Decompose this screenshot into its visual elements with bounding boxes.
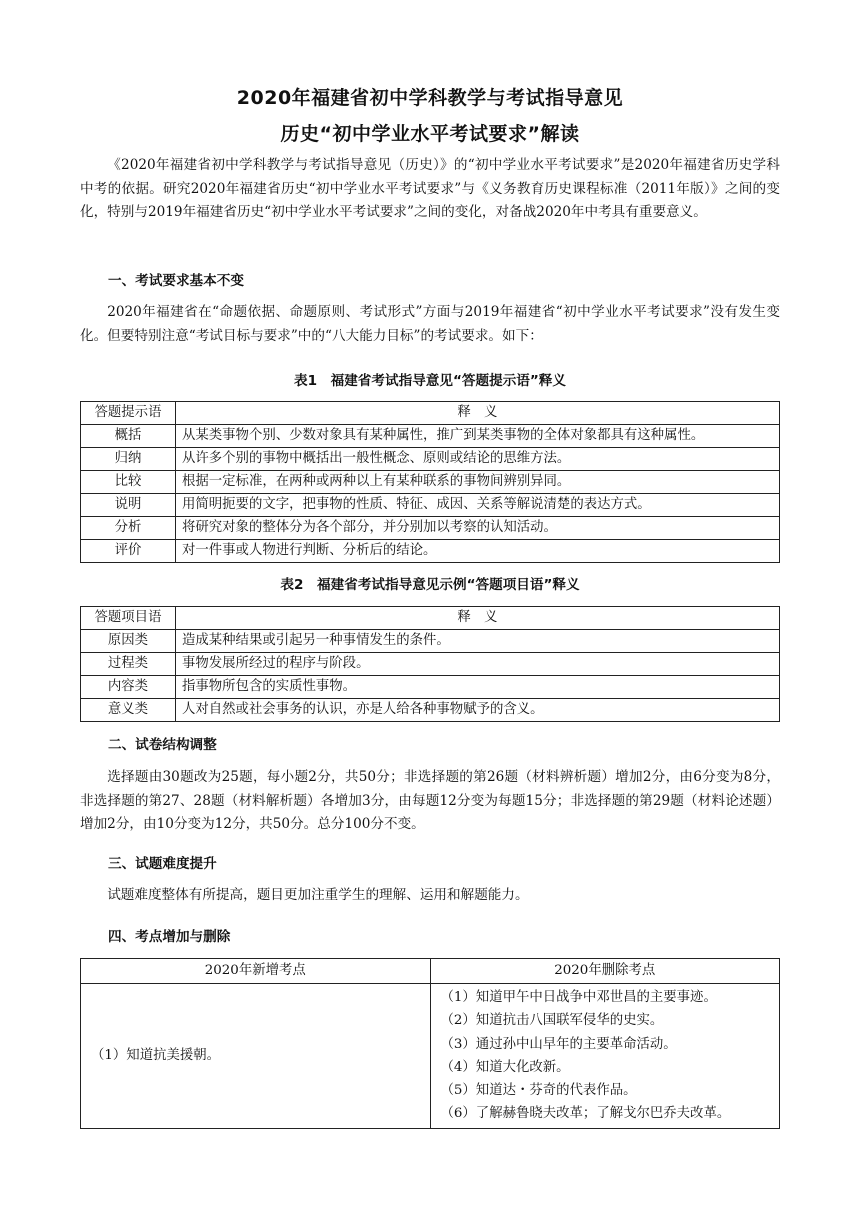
table-cell-definition: 事物发展所经过的程序与阶段。	[176, 653, 780, 676]
table-row	[81, 494, 780, 517]
document-title: 2020年福建省初中学科教学与考试指导意见	[236, 87, 624, 109]
table-row	[81, 540, 780, 563]
table-cell-definition: 人对自然或社会事务的认识，亦是人给各种事物赋予的含义。	[176, 699, 780, 722]
table-row	[81, 448, 780, 471]
section2-paragraph: 选择题由30题改为25题，每小题2分，共50分；非选择题的第26题（材料辨析题）增加2分，由6分变为8分，非选择题的第27、28题（材料解析题）各增加3分，由每题12分变为每题15分；非选择题的第29题（材料论述题）增加2分，由10分变为12分，共50分。总分100分不变。	[80, 769, 780, 832]
table-row	[81, 471, 780, 494]
section1-heading: 一、考试要求基本不变	[108, 273, 244, 289]
list-item: （6）了解赫鲁晓夫改革；了解戈尔巴乔夫改革。	[440, 1106, 731, 1122]
table-cell-term: 原因类	[81, 630, 176, 653]
list-item: （5）知道达・芬奇的代表作品。	[440, 1083, 637, 1099]
list-item: （1）知道甲午中日战争中邓世昌的主要事迹。	[440, 990, 717, 1005]
list-item: （4）知道大化改新。	[440, 1059, 570, 1075]
table-header-cell: 释 义	[176, 607, 780, 630]
table-cell-term: 归纳	[81, 448, 176, 471]
intro-paragraph: 《2020年福建省初中学科教学与考试指导意见（历史）》的“初中学业水平考试要求”是2020年福建省历史学科中考的依据。研究2020年福建省历史“初中学业水平考试要求”与《义务教育历史课程标准（2011年版）》之间的变化，特别与2019年福建省历史“初中学业水平考试要求”之间的变化，对备战2020年中考具有重要意义。	[80, 157, 780, 220]
section4-heading: 四、考点增加与删除	[108, 929, 231, 945]
table-row	[81, 699, 780, 722]
list-item: （2）知道抗击八国联军侵华的史实。	[440, 1013, 664, 1029]
table-header-cell: 2020年删除考点	[430, 959, 780, 984]
section3-paragraph: 试题难度整体有所提高，题目更加注重学生的理解、运用和解题能力。	[107, 887, 529, 903]
table1	[80, 401, 780, 563]
table-cell-definition: 从某类事物个别、少数对象具有某种属性，推广到某类事物的全体对象都具有这种属性。	[176, 425, 780, 448]
table-cell-term: 意义类	[81, 699, 176, 722]
table-row	[81, 653, 780, 676]
table-row	[81, 676, 780, 699]
removed-points-cell	[430, 984, 780, 1129]
table-cell-definition: 造成某种结果或引起另一种事情发生的条件。	[176, 630, 780, 653]
table-cell-term: 分析	[81, 517, 176, 540]
table-cell-definition: 用简明扼要的文字，把事物的性质、特征、成因、关系等解说清楚的表达方式。	[176, 494, 780, 517]
section3-heading: 三、试题难度提升	[108, 856, 217, 872]
table-cell-term: 概括	[81, 425, 176, 448]
table-row	[81, 425, 780, 448]
table-row	[81, 984, 780, 1129]
table-header-row	[81, 959, 780, 984]
table1-caption: 表1 福建省考试指导意见“答题提示语”释义	[293, 373, 566, 389]
table-cell-term: 说明	[81, 494, 176, 517]
table-cell-definition: 对一件事或人物进行判断、分析后的结论。	[176, 540, 780, 563]
table-cell-term: 评价	[81, 540, 176, 563]
table-cell-term: 内容类	[81, 676, 176, 699]
table-cell-definition: 指事物所包含的实质性事物。	[176, 676, 780, 699]
document-subtitle: 历史“初中学业水平考试要求”解读	[280, 123, 580, 145]
table-header-row	[81, 607, 780, 630]
table-header-cell: 2020年新增考点	[81, 959, 431, 984]
table3	[80, 958, 780, 1129]
added-points-cell: （1）知道抗美援朝。	[81, 984, 431, 1129]
section2-heading: 二、试卷结构调整	[108, 737, 217, 753]
table-header-cell: 答题提示语	[81, 402, 176, 425]
table2	[80, 606, 780, 722]
table-row	[81, 517, 780, 540]
section1-paragraph: 2020年福建省在“命题依据、命题原则、考试形式”方面与2019年福建省“初中学业水平考试要求”没有发生变化。但要特别注意“考试目标与要求”中的“八大能力目标”的考试要求。如下：	[80, 304, 780, 344]
table-cell-term: 比较	[81, 471, 176, 494]
table-header-cell: 释 义	[176, 402, 780, 425]
table-header-row	[81, 402, 780, 425]
table-cell-definition: 将研究对象的整体分为各个部分，并分别加以考察的认知活动。	[176, 517, 780, 540]
table-cell-definition: 根据一定标准，在两种或两种以上有某种联系的事物间辨别异同。	[176, 471, 780, 494]
list-item: （3）通过孙中山早年的主要革命活动。	[440, 1036, 677, 1052]
table-cell-term: 过程类	[81, 653, 176, 676]
table-row	[81, 630, 780, 653]
table-header-cell: 答题项目语	[81, 607, 176, 630]
table2-caption: 表2 福建省考试指导意见示例“答题项目语”释义	[280, 577, 580, 593]
table-cell-definition: 从许多个别的事物中概括出一般性概念、原则或结论的思维方法。	[176, 448, 780, 471]
